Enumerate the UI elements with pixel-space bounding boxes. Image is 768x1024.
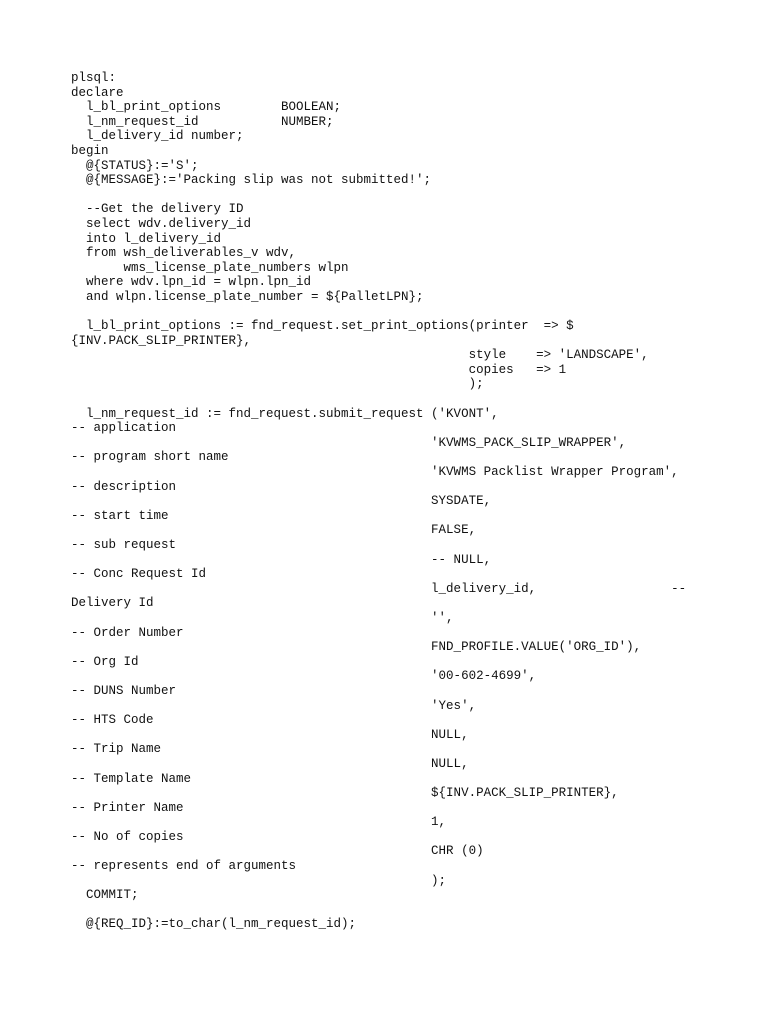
code-line: ); xyxy=(71,377,484,392)
code-line: --Get the delivery ID xyxy=(71,202,244,217)
code-line: copies => 1 xyxy=(71,362,567,377)
code-line: -- NULL, xyxy=(71,552,492,567)
code-line: into l_delivery_id xyxy=(71,231,222,246)
code-line: @{REQ_ID}:=to_char(l_nm_request_id); xyxy=(71,917,357,932)
code-line: -- represents end of arguments xyxy=(71,859,297,874)
code-line: {INV.PACK_SLIP_PRINTER}, xyxy=(71,333,252,348)
code-line: l_nm_request_id := fnd_request.submit_request ('KVONT', xyxy=(71,406,499,421)
code-line: wms_license_plate_numbers wlpn xyxy=(71,260,349,275)
code-line: -- Trip Name xyxy=(71,742,162,757)
blank-line xyxy=(71,903,731,918)
blank-line xyxy=(71,188,731,203)
code-line: l_bl_print_options BOOLEAN; xyxy=(71,100,342,115)
code-line: CHR (0) xyxy=(71,844,484,859)
code-line: l_bl_print_options := fnd_request.set_print_options(printer => $ xyxy=(71,319,574,334)
code-line: -- application xyxy=(71,421,177,436)
code-line: ); xyxy=(71,873,447,888)
code-line: declare xyxy=(71,85,124,100)
code-line: FND_PROFILE.VALUE('ORG_ID'), xyxy=(71,640,642,655)
blank-line xyxy=(71,392,731,407)
code-document xyxy=(71,71,731,932)
code-line: 'KVWMS Packlist Wrapper Program', xyxy=(71,465,679,480)
code-line: -- No of copies xyxy=(71,829,184,844)
code-line: NULL, xyxy=(71,727,469,742)
code-line: -- Printer Name xyxy=(71,800,184,815)
code-line: @{MESSAGE}:='Packing slip was not submitted!'; xyxy=(71,173,432,188)
code-line: -- DUNS Number xyxy=(71,683,177,698)
code-line: -- HTS Code xyxy=(71,713,154,728)
code-line: @{STATUS}:='S'; xyxy=(71,158,199,173)
code-line: -- program short name xyxy=(71,450,229,465)
code-line: l_delivery_id number; xyxy=(71,129,244,144)
code-line: FALSE, xyxy=(71,523,477,538)
blank-line xyxy=(71,305,731,320)
code-line: Delivery Id xyxy=(71,596,154,611)
code-line: 'Yes', xyxy=(71,698,477,713)
code-line: plsql: xyxy=(71,71,117,85)
code-line: 'KVWMS_PACK_SLIP_WRAPPER', xyxy=(71,435,627,450)
code-line: '00-602-4699', xyxy=(71,669,537,684)
code-line: -- Template Name xyxy=(71,771,192,786)
code-line: COMMIT; xyxy=(71,888,139,903)
code-line: SYSDATE, xyxy=(71,494,492,509)
code-line: begin xyxy=(71,143,109,158)
code-line: where wdv.lpn_id = wlpn.lpn_id xyxy=(71,275,312,290)
code-line: -- Conc Request Id xyxy=(71,567,207,582)
code-line: -- Order Number xyxy=(71,625,184,640)
code-line: and wlpn.license_plate_number = ${PalletLPN}; xyxy=(71,289,424,304)
code-line: -- description xyxy=(71,479,177,494)
code-line: ${INV.PACK_SLIP_PRINTER}, xyxy=(71,786,619,801)
code-line: 1, xyxy=(71,815,447,830)
code-line: '', xyxy=(71,610,454,625)
code-line: NULL, xyxy=(71,756,469,771)
code-line: l_nm_request_id NUMBER; xyxy=(71,114,334,129)
code-line: -- sub request xyxy=(71,538,177,552)
code-line: from wsh_deliverables_v wdv, xyxy=(71,246,297,261)
code-line: -- start time xyxy=(71,508,169,523)
code-line: select wdv.delivery_id xyxy=(71,216,252,231)
code-line: l_delivery_id, -- xyxy=(71,581,687,596)
code-line: style => 'LANDSCAPE', xyxy=(71,348,649,363)
code-line: -- Org Id xyxy=(71,654,139,669)
